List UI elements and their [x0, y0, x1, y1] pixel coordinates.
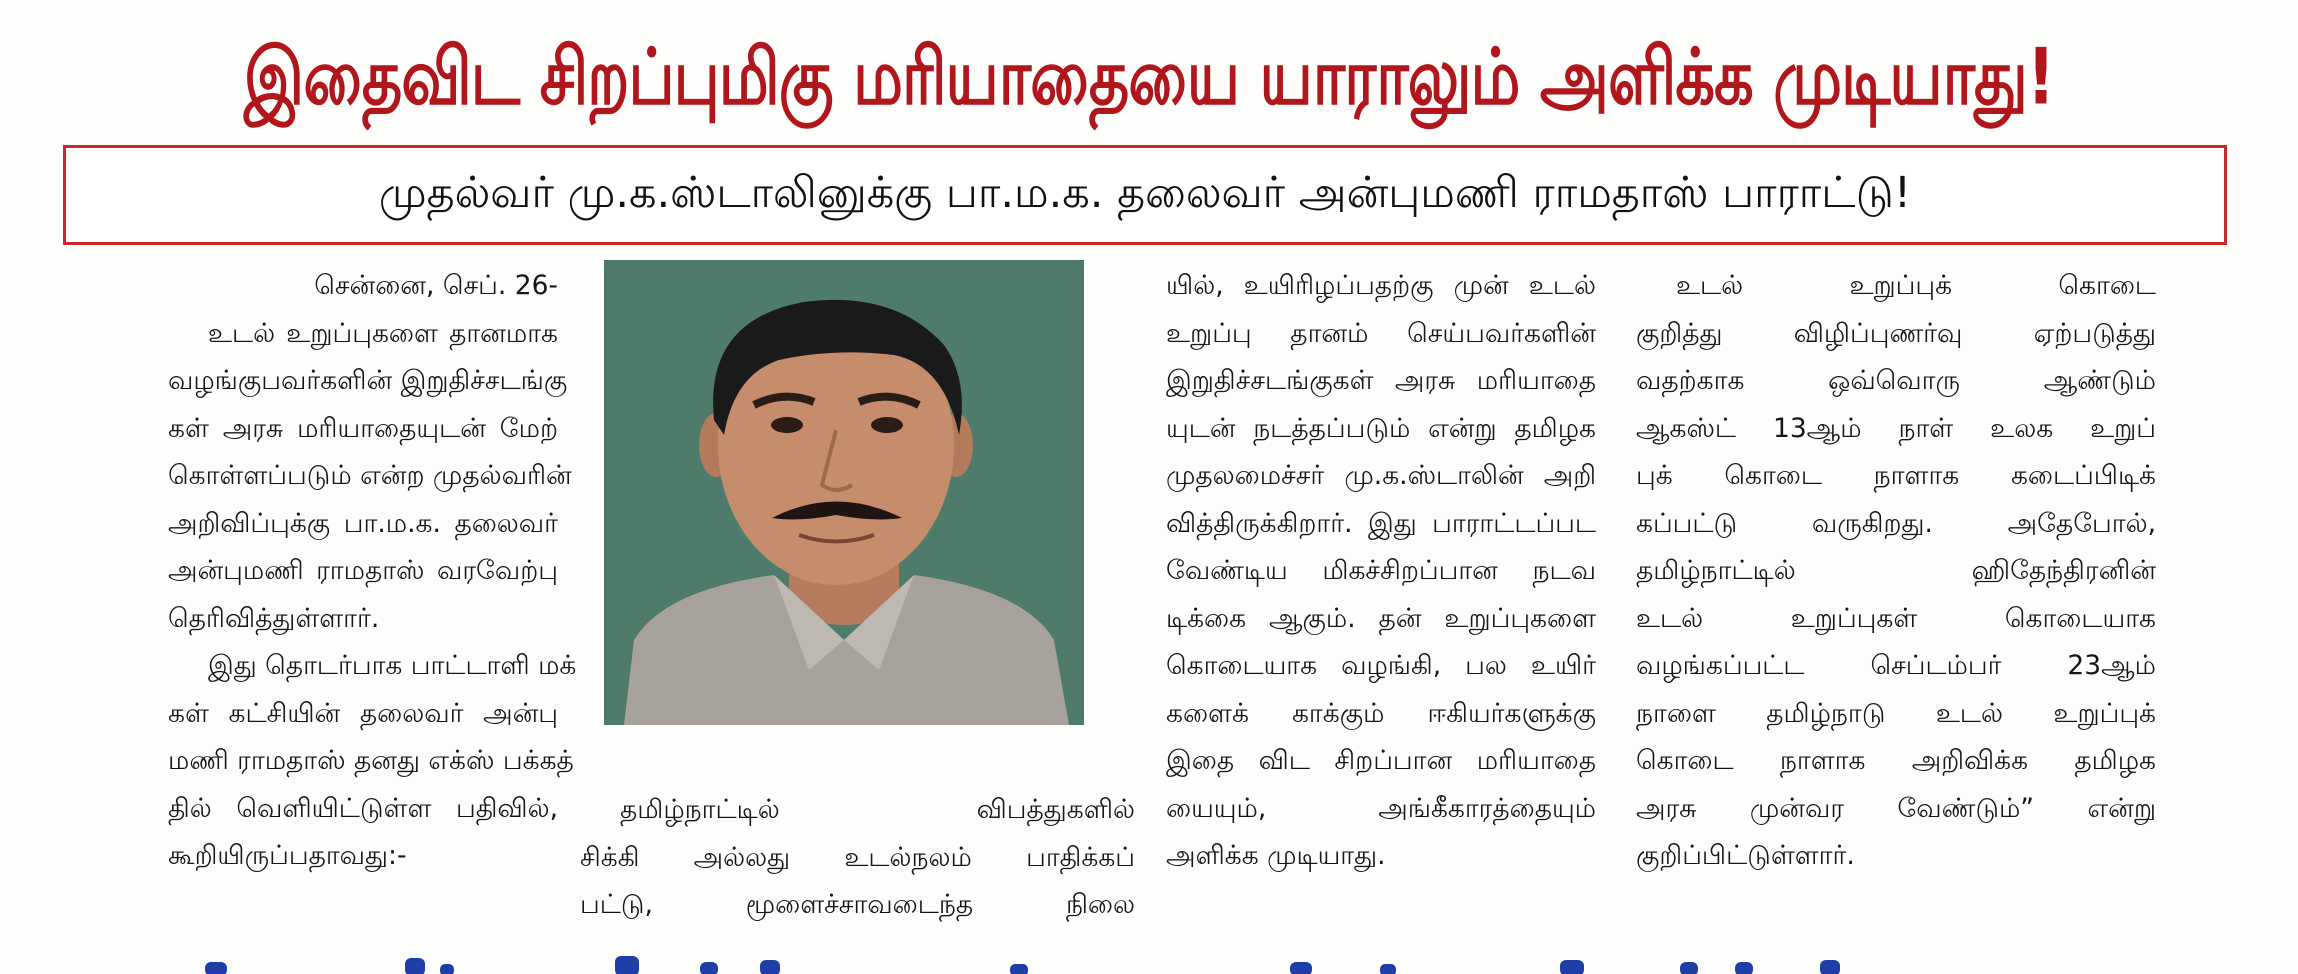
- article-line: ஆகஸ்ட் 13ஆம் நாள் உலக உறுப்: [1636, 412, 2156, 444]
- article-line: அளிக்க முடியாது.: [1166, 840, 1386, 871]
- article-line: நாளை தமிழ்நாடு உடல் உறுப்புக்: [1636, 697, 2156, 729]
- article-line: தெரிவித்துள்ளார்.: [168, 602, 380, 634]
- article-line: களைக் காக்கும் ஈகியர்களுக்கு: [1166, 697, 1596, 729]
- article-line: சிக்கி அல்லது உடல்நலம் பாதிக்கப்: [580, 841, 1135, 873]
- article-line: முதலமைச்சர் மு.க.ஸ்டாலின் அறி: [1166, 460, 1596, 491]
- article-line: வழங்குபவர்களின் இறுதிச்சடங்கு: [168, 365, 568, 396]
- portrait-photo: [604, 260, 1084, 725]
- subheadline: முதல்வர் மு.க.ஸ்டாலினுக்கு பா.ம.க. தலைவர் அன்புமணி ராமதாஸ் பாராட்டு!: [378, 167, 1912, 218]
- article-line: கொள்ளப்படும் என்ற முதல்வரின்: [168, 460, 572, 491]
- article-line: உடல் உறுப்புகள் கொடையாக: [1636, 602, 2156, 634]
- article-column-1: [168, 262, 577, 880]
- article-line: கொடை நாளாக அறிவிக்க தமிழக: [1636, 745, 2156, 776]
- article-line: குறிப்பிட்டுள்ளார்.: [1636, 840, 1855, 871]
- article-line: கள் அரசு மரியாதையுடன் மேற்: [168, 412, 558, 444]
- article-line: கள் கட்சியின் தலைவர் அன்பு: [168, 697, 558, 729]
- article-line: உறுப்பு தானம் செய்பவர்களின்: [1166, 317, 1596, 349]
- article-line: உடல் உறுப்புக் கொடை: [1676, 270, 2156, 301]
- article-line: கூறியிருப்பதாவது:-: [168, 840, 407, 871]
- dateline: சென்னை, செப். 26-: [314, 270, 558, 301]
- article-line: யில், உயிரிழப்பதற்கு முன் உடல்: [1166, 270, 1596, 301]
- article-line: வித்திருக்கிறார். இது பாராட்டப்பட: [1166, 507, 1596, 539]
- article-line: கப்பட்டு வருகிறது. அதேபோல்,: [1636, 507, 2156, 539]
- headline: இதைவிட சிறப்புமிகு மரியாதையை யாராலும் அளிக்க முடியாது!: [243, 30, 2055, 122]
- article-line: டிக்கை ஆகும். தன் உறுப்புகளை: [1166, 602, 1596, 634]
- portrait-illustration: [604, 260, 1084, 725]
- article-line: அன்புமணி ராமதாஸ் வரவேற்பு: [168, 555, 558, 586]
- article-line: உடல் உறுப்புகளை தானமாக: [208, 317, 558, 349]
- article-line: தில் வெளியிட்டுள்ள பதிவில்,: [168, 792, 558, 824]
- article-column-2: [580, 786, 1135, 929]
- article-line: பட்டு, மூளைச்சாவடைந்த நிலை: [580, 889, 1135, 920]
- article-line: தமிழ்நாட்டில் ஹிதேந்திரனின்: [1636, 555, 2156, 586]
- cropped-text-fragments: [0, 950, 2298, 974]
- article-line: வதற்காக ஒவ்வொரு ஆண்டும்: [1636, 365, 2156, 396]
- article-line: யையும், அங்கீகாரத்தையும்: [1166, 792, 1596, 824]
- article-line: அரசு முன்வர வேண்டும்” என்று: [1636, 792, 2156, 824]
- article-line: இதை விட சிறப்பான மரியாதை: [1166, 745, 1596, 776]
- article-line: வேண்டிய மிகச்சிறப்பான நடவ: [1166, 555, 1596, 586]
- article-line: புக் கொடை நாளாக கடைப்பிடிக்: [1636, 460, 2156, 491]
- article-line: தமிழ்நாட்டில் விபத்துகளில்: [620, 794, 1135, 825]
- article-line: வழங்கப்பட்ட செப்டம்பர் 23ஆம்: [1636, 650, 2156, 681]
- article-line: இது தொடர்பாக பாட்டாளி மக்: [208, 650, 577, 681]
- article-line: குறித்து விழிப்புணர்வு ஏற்படுத்து: [1636, 317, 2156, 349]
- article-column-3: [1166, 262, 1596, 880]
- article-column-4: [1636, 262, 2156, 880]
- article-line: யுடன் நடத்தப்படும் என்று தமிழக: [1166, 412, 1596, 444]
- article-line: இறுதிச்சடங்குகள் அரசு மரியாதை: [1166, 365, 1596, 396]
- next-headline-fragment: [0, 950, 2298, 974]
- subheadline-box: [63, 145, 2227, 245]
- article-line: அறிவிப்புக்கு பா.ம.க. தலைவர்: [168, 507, 558, 539]
- article-line: மணி ராமதாஸ் தனது எக்ஸ் பக்கத்: [168, 745, 574, 776]
- article-line: கொடையாக வழங்கி, பல உயிர்: [1166, 650, 1596, 681]
